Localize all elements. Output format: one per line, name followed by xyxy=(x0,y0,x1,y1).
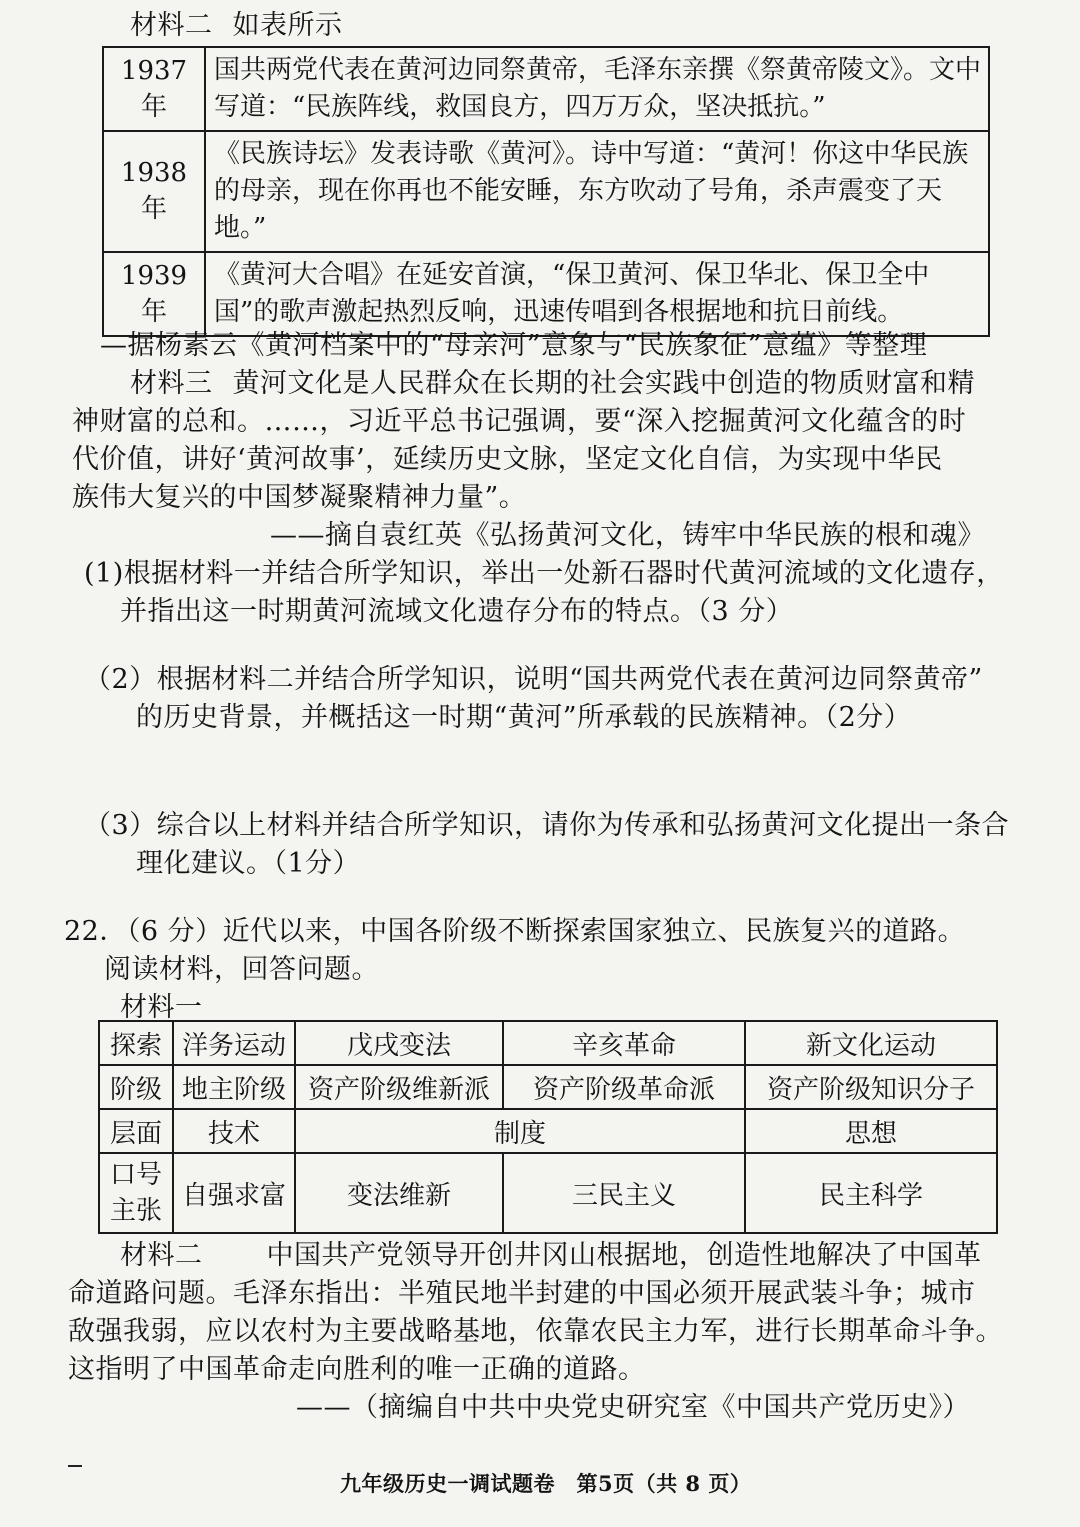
year-cell: 1937 年 xyxy=(103,47,205,131)
header-line: 主张 xyxy=(109,1196,162,1226)
table-cell: 技术 xyxy=(173,1109,295,1153)
q22-material2-line-1: 材料二 中国共产党领导开创井冈山根据地，创造性地解决了中国革 xyxy=(120,1240,982,1271)
question-1-line-1: (1)根据材料一并结合所学知识，举出一处新石器时代黄河流域的文化遗存， xyxy=(84,558,1004,589)
material3-line-2: 神财富的总和。……，习近平总书记强调，要“深入挖掘黄河文化蕴含的时 xyxy=(72,406,967,437)
header-cell: 阶级 xyxy=(99,1065,173,1109)
table1-source: —据杨素云《黄河档案中的“母亲河”意象与“民族象征”意蕴》等整理 xyxy=(100,330,928,361)
table-cell: 制度 xyxy=(295,1109,745,1153)
table-cell: 资产阶级革命派 xyxy=(503,1065,745,1109)
question-3-line-2: 理化建议。（1分） xyxy=(136,848,361,879)
header-line: 口号 xyxy=(109,1160,162,1190)
question-2-line-2: 的历史背景，并概括这一时期“黄河”所承载的民族精神。（2分） xyxy=(136,702,912,733)
question-1-line-2: 并指出这一时期黄河流域文化遗存分布的特点。（3 分） xyxy=(120,596,794,627)
header-cell: 探索 xyxy=(99,1021,173,1065)
table-cell: 民主科学 xyxy=(745,1153,997,1233)
material3-line-4: 族伟大复兴的中国梦凝聚精神力量”。 xyxy=(72,482,527,513)
table-cell: 戊戌变法 xyxy=(295,1021,503,1065)
q22-material2-source: ——（摘编自中共中央党史研究室《中国共产党历史》） xyxy=(296,1392,970,1423)
table-cell: 三民主义 xyxy=(503,1153,745,1233)
event-cell: 《民族诗坛》发表诗歌《黄河》。诗中写道：“黄河！你这中华民族的母亲，现在你再也不能安睡，东方吹动了号角，杀声震变了天地。” xyxy=(205,131,989,252)
material2-heading xyxy=(130,8,343,44)
header-cell: 层面 xyxy=(99,1109,173,1153)
material2-label: 材料二 xyxy=(130,10,213,41)
material3-label: 材料三 xyxy=(130,368,213,399)
table-cell: 思想 xyxy=(745,1109,997,1153)
table-row xyxy=(99,1021,997,1065)
table-cell: 新文化运动 xyxy=(745,1021,997,1065)
material3-line-3: 代价值，讲好‘黄河故事’，延续历史文脉，坚定文化自信，为实现中华民 xyxy=(72,444,943,475)
q22-material2-line-2: 命道路问题。毛泽东指出：半殖民地半封建的中国必须开展武装斗争；城市 xyxy=(68,1278,976,1309)
table-row xyxy=(99,1109,997,1153)
year-cell: 1938 年 xyxy=(103,131,205,252)
table-cell: 资产阶级知识分子 xyxy=(745,1065,997,1109)
table-row xyxy=(99,1153,997,1233)
table-exploration xyxy=(98,1020,998,1234)
table-history-events xyxy=(102,46,990,337)
q22-material2-line-3: 敌强我弱，应以农村为主要战略基地，依靠农民主力军，进行长期革命斗争。 xyxy=(68,1316,1003,1347)
question-22-material1-label: 材料一 xyxy=(120,992,203,1023)
question-22-line-2: 阅读材料，回答问题。 xyxy=(104,954,379,985)
page-footer: 九年级历史一调试题卷 第5页（共 8 页） xyxy=(340,1471,752,1496)
question-3-line-1: （3）综合以上材料并结合所学知识，请你为传承和弘扬黄河文化提出一条合 xyxy=(84,810,1010,841)
table-row xyxy=(99,1065,997,1109)
material3-source: ——摘自袁红英《弘扬黄河文化，铸牢中华民族的根和魂》 xyxy=(270,520,985,551)
table-cell: 洋务运动 xyxy=(173,1021,295,1065)
table-row xyxy=(103,131,989,252)
table-cell: 自强求富 xyxy=(173,1153,295,1233)
header-cell xyxy=(99,1153,173,1233)
material3-line-1: 材料三 黄河文化是人民群众在长期的社会实践中创造的物质财富和精 xyxy=(130,368,975,399)
event-cell: 国共两党代表在黄河边同祭黄帝，毛泽东亲撰《祭黄帝陵文》。文中写道：“民族阵线，救国良方，四万万众，坚决抵抗。” xyxy=(205,47,989,131)
year-cell: 1939 年 xyxy=(103,252,205,336)
question-22-line-1: 22．（6 分）近代以来，中国各阶级不断探索国家独立、民族复兴的道路。 xyxy=(64,916,966,947)
q22-material2-label: 材料二 xyxy=(120,1240,203,1271)
table-cell: 资产阶级维新派 xyxy=(295,1065,503,1109)
table-row xyxy=(103,47,989,131)
table-row xyxy=(103,252,989,336)
table-cell: 辛亥革命 xyxy=(503,1021,745,1065)
material2-intro: 如表所示 xyxy=(232,10,343,41)
event-cell: 《黄河大合唱》在延安首演，“保卫黄河、保卫华北、保卫全中国”的歌声激起热烈反响，迅速传唱到各根据地和抗日前线。 xyxy=(205,252,989,336)
question-2-line-1: （2）根据材料二并结合所学知识，说明“国共两党代表在黄河边同祭黄帝” xyxy=(84,664,983,695)
q22-material2-line-4: 这指明了中国革命走向胜利的唯一正确的道路。 xyxy=(68,1354,646,1385)
table-cell: 变法维新 xyxy=(295,1153,503,1233)
divider-mark xyxy=(68,1465,82,1467)
table-cell: 地主阶级 xyxy=(173,1065,295,1109)
